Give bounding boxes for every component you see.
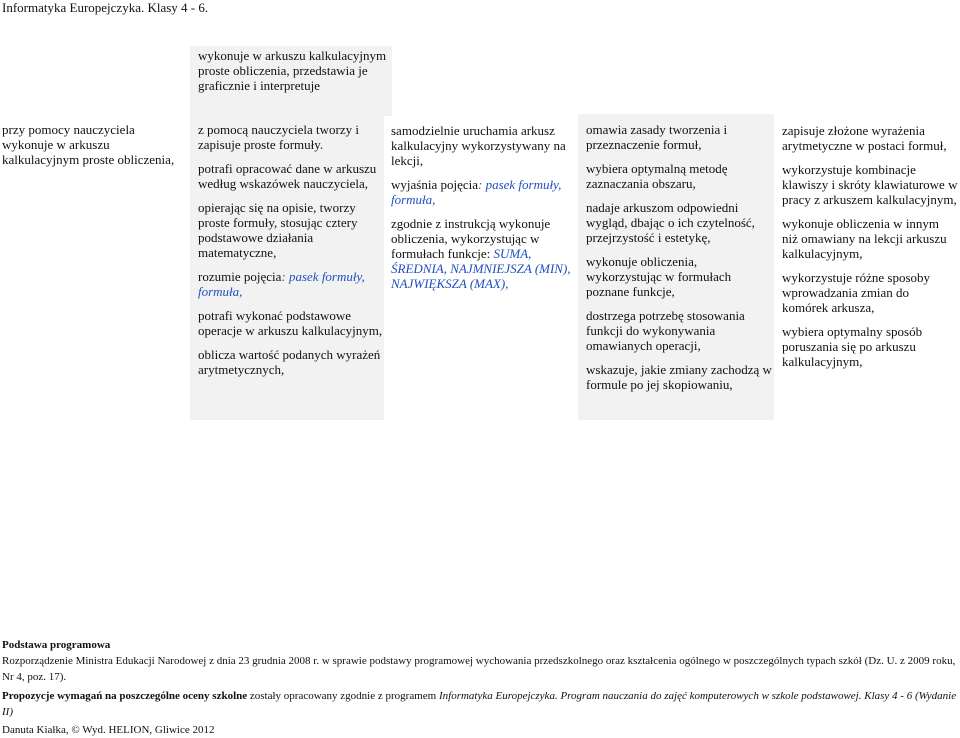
grade-column-4	[578, 114, 774, 420]
col4-item: dostrzega potrzebę stosowania funkcji do wykonywania omawianych operacji,	[586, 308, 745, 353]
col3-function-names: SUMA, ŚREDNIA, NAJMNIEJSZA (MIN), NAJWIĘKSZA (MAX),	[391, 246, 571, 291]
footer-program-note: Propozycje wymagań na poszczególne oceny szkolne zostały opracowany zgodnie z programem Informatyka Europejczyka. Program nauczania do zajęć komputerowych w szkole podstawowej. Klasy 4 - 6 (Wydanie II)	[2, 690, 957, 718]
col4-item: wykonuje obliczenia, wykorzystując w formułach poznane funkcje,	[586, 254, 732, 299]
col5-item: wybiera optymalny sposób poruszania się po arkuszu kalkulacyjnym,	[782, 324, 923, 369]
col2-item: oblicza wartość podanych wyrażeń arytmetycznych,	[198, 347, 381, 377]
col2-item: opierając się na opisie, tworzy proste formuły, stosując cztery podstawowe działania matematyczne,	[198, 200, 358, 260]
top-cell-text: wykonuje w arkuszu kalkulacyjnym proste obliczenia, przedstawia je graficznie i interpretuje	[198, 48, 387, 93]
col3-item	[391, 216, 571, 291]
col1-text: przy pomocy nauczyciela wykonuje w arkuszu kalkulacyjnym proste obliczenia,	[2, 122, 175, 167]
col5-item: wykorzystuje różne sposoby wprowadzania zmian do komórek arkusza,	[782, 270, 931, 315]
col3-terms: : pasek formuły, formuła,	[391, 177, 562, 207]
col2-item: potrafi wykonać podstawowe operacje w arkuszu kalkulacyjnym,	[198, 308, 383, 338]
document-footer	[2, 637, 958, 738]
col2-terms: : pasek formuły, formuła,	[198, 269, 365, 299]
col3-item-text: wyjaśnia pojęcia	[391, 177, 478, 192]
col3-item-text: zgodnie z instrukcją wykonuje obliczenia, wykorzystując w formułach funkcje:	[391, 216, 551, 261]
grade-column-3	[391, 123, 571, 300]
col2-item: z pomocą nauczyciela tworzy i zapisuje proste formuły.	[198, 122, 359, 152]
col5-item: zapisuje złożone wyrażenia arytmetyczne w postaci formuł,	[782, 123, 947, 153]
top-requirement-cell	[190, 46, 392, 116]
col4-item: omawia zasady tworzenia i przeznaczenie formuł,	[586, 122, 728, 152]
col5-item: wykorzystuje kombinacje klawiszy i skróty klawiaturowe w pracy z arkuszem kalkulacyjnym,	[782, 162, 958, 207]
col5-item: wykonuje obliczenia w innym niż omawiany na lekcji arkuszu kalkulacyjnym,	[782, 216, 947, 261]
col3-item: samodzielnie uruchamia arkusz kalkulacyjny wykorzystywany na lekcji,	[391, 123, 566, 168]
footer-copyright: Danuta Kiałka, © Wyd. HELION, Gliwice 2012	[2, 724, 215, 736]
col2-item: potrafi opracować dane w arkuszu według wskazówek nauczyciela,	[198, 161, 377, 191]
col2-item	[198, 269, 384, 299]
document-header: Informatyka Europejczyka. Klasy 4 - 6.	[2, 0, 209, 15]
footer-title: Podstawa programowa	[2, 639, 111, 651]
col2-item-text: rozumie pojęcia	[198, 269, 282, 284]
col4-item: wybiera optymalną metodę zaznaczania obszaru,	[586, 161, 728, 191]
footer-regulation: Rozporządzenie Ministra Edukacji Narodowej z dnia 23 grudnia 2008 r. w sprawie podstawy programowej wychowania przedszkolnego oraz kształcenia ogólnego w poszczególnych typach szkół (Dz. U. z 2009 roku, Nr 4, poz. 17).	[2, 655, 956, 683]
grade-column-5	[782, 123, 958, 378]
col4-item: nadaje arkuszom odpowiedni wygląd, dbając o ich czytelność, przejrzystość i estetykę,	[586, 200, 755, 245]
col4-item: wskazuje, jakie zmiany zachodzą w formule po jej skopiowaniu,	[586, 362, 772, 392]
grade-column-2	[190, 114, 384, 420]
grade-column-1	[2, 122, 182, 167]
col3-item	[391, 177, 571, 207]
